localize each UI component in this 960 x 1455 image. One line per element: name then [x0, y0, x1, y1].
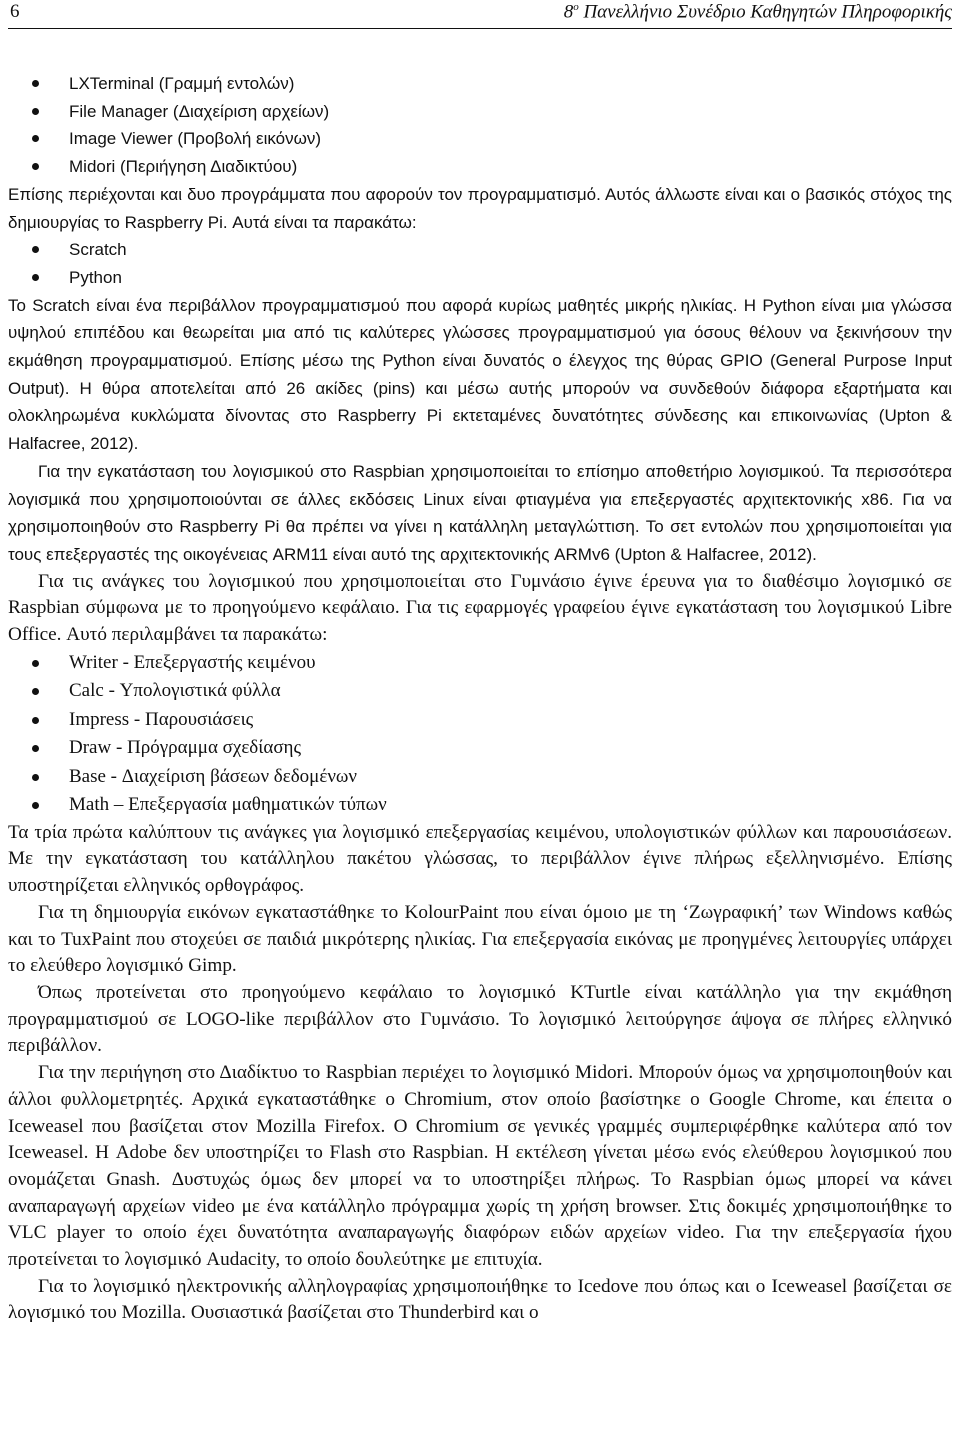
list-item: File Manager (Διαχείριση αρχείων) — [8, 98, 952, 126]
paragraph-browsers: Για την περιήγηση στο Διαδίκτυο το Raspbian περιέχει το λογισμικό Midori. Μπορούν όμως να χρησιμοποιηθούν και άλλοι φυλλομετρητές. Αρχικά εγκαταστάθηκε ο Chromium, στον οποίο βασίστηκε ο Google Chrome, και έπειτα ο Iceweasel που βασίζεται στον Mozilla Firefox. Ο Chromium σε γενικές γραμμές συμπεριφέρθηκε καλύτερα από τον Iceweasel. Η Adobe δεν υποστηρίζει το Flash στο Raspbian. Η εκτέλεση γίνεται μέσω ενός ελεύθερου λογισμικού που ονομάζεται Gnash. Δυστυχώς όμως δεν μπορεί να το υποστηρίξει πλήρως. Το Raspbian όμως μπορεί να κάνει αναπαραγωγή αρχείων video με ένα κατάλληλο πρόγραμμα χωρίς τη χρήση browser. Στις δοκιμές χρησιμοποιήθηκε το VLC player το οποίο έχει δυνατότητα αναπαραγωγής διαφόρων ειδών αρχείων video. Για την επεξεργασία ήχου προτείνεται το λογισμικό Audacity, το οποίο δουλεύτηκε με επιτυχία. — [8, 1062, 952, 1271]
list-item: Calc - Υπολογιστικά φύλλα — [8, 677, 952, 706]
programming-tool-list — [8, 236, 952, 291]
running-header — [564, 1, 952, 23]
list-item: Math – Επεξεργασία μαθηματικών τύπων — [8, 791, 952, 820]
libreoffice-app-list — [8, 649, 952, 820]
page-body — [8, 70, 952, 1327]
list-item: Image Viewer (Προβολή εικόνων) — [8, 125, 952, 153]
paragraph-graphics: Για τη δημιουργία εικόνων εγκαταστάθηκε το KolourPaint που είναι όμοιο με τη ‘Ζωγραφική’ των Windows καθώς και το TuxPaint που στοχεύει σε παιδιά μικρότερης ηλικίας. Για επεξεργασία εικόνας με προηγμένες λειτουργίες υπάρχει το ελεύθερο λογισμικό Gimp. — [8, 901, 952, 977]
page-header — [8, 0, 952, 24]
conference-ordinal: 8 — [563, 1, 574, 23]
page-number: 6 — [10, 1, 20, 22]
list-item: LXTerminal (Γραμμή εντολών) — [8, 70, 952, 98]
list-item: Midori (Περιήγηση Διαδικτύου) — [8, 153, 952, 181]
paragraph-office-summary: Τα τρία πρώτα καλύπτουν τις ανάγκες για λογισμικό επεξεργασίας κειμένου, υπολογιστικών φύλλων και παρουσιάσεων. Με την εγκατάσταση του κατάλληλου πακέτου γλώσσας, το περιβάλλον έγινε πλήρως εξελληνισμένο. Επίσης υποστηρίζεται ελληνικός ορθογράφος. — [8, 821, 952, 897]
paragraph-programming-intro: Επίσης περιέχονται και δυο προγράμματα που αφορούν τον προγραμματισμό. Αυτός άλλωστε είναι και ο βασικός στόχος της δημιουργίας το Raspberry Pi. Αυτά είναι τα παρακάτω: — [8, 184, 952, 232]
lxde-app-list — [8, 70, 952, 181]
serif-section — [8, 569, 952, 1327]
list-item: Scratch — [8, 236, 952, 264]
list-item: Python — [8, 264, 952, 292]
header-rule — [8, 28, 952, 29]
list-item: Impress - Παρουσιάσεις — [8, 706, 952, 735]
list-item: Writer - Επεξεργαστής κειμένου — [8, 649, 952, 678]
conference-title: Πανελλήνιο Συνέδριο Καθηγητών Πληροφορικής — [583, 1, 952, 23]
list-item: Base - Διαχείριση βάσεων δεδομένων — [8, 763, 952, 792]
paragraph-email: Για το λογισμικό ηλεκτρονικής αλληλογραφίας χρησιμοποιήθηκε το Icedove που όπως και ο Iceweasel βασίζεται σε λογισμικό του Mozilla. Ουσιαστικά βασίζεται στο Thunderbird και ο — [8, 1275, 952, 1324]
paragraph-install-software: Για την εγκατάσταση του λογισμικού στο Raspbian χρησιμοποιείται το επίσημο αποθετήριο λογισμικού. Τα περισσότερα λογισμικά που χρησιμοποιούνται σε άλλες εκδόσεις Linux είναι φτιαγμένα για επεξεργαστές αρχιτεκτονικής x86. Για να χρησιμοποιηθούν στο Raspberry Pi θα πρέπει να γίνει η κατάλληλη μεταγλώττιση. Το σετ εντολών που χρησιμοποιείται για τους επεξεργαστές της οικογένειας ARM11 είναι αυτό της αρχιτεκτονικής ARMv6 (Upton & Halfacree, 2012). — [8, 461, 952, 564]
paragraph-kturtle: Όπως προτείνεται στο προηγούμενο κεφάλαιο το λογισμικό KTurtle είναι κατάλληλο για την εκμάθηση προγραμματισμού σε LOGO-like περιβάλλον στο Γυμνάσιο. Το λογισμικό λειτούργησε άψογα σε πλήρες ελληνικό περιβάλλον. — [8, 981, 952, 1057]
paragraph-scratch-python: Το Scratch είναι ένα περιβάλλον προγραμματισμού που αφορά κυρίως μαθητές μικρής ηλικίας. Η Python είναι μια γλώσσα υψηλού επιπέδου και θεωρείται μια από τις καλύτερες γλώσσες προγραμματισμού για όσους θέλουν να ξεκινήσουν την εκμάθηση προγραμματισμού. Επίσης μέσω της Python είναι δυνατός ο έλεγχος της θύρας GPIO (General Purpose Input Output). Η θύρα αποτελείται από 26 ακίδες (pins) και μέσω αυτής μπορούν να συνδεθούν διάφορα εξαρτήματα και ολοκληρωμένα κυκλώματα δίνοντας στο Raspberry Pi εκτεταμένες δυνατότητες σύνδεσης και επικοινωνίας (Upton & Halfacree, 2012). — [8, 295, 952, 454]
list-item: Draw - Πρόγραμμα σχεδίασης — [8, 734, 952, 763]
paragraph-school-software: Για τις ανάγκες του λογισμικού που χρησιμοποιείται στο Γυμνάσιο έγινε έρευνα για το διαθέσιμο λογισμικό σε Raspbian σύμφωνα με το προηγούμενο κεφάλαιο. Για τις εφαρμογές γραφείου έγινε εγκατάσταση του λογισμικού Libre Office. Αυτό περιλαμβάνει τα παρακάτω: — [8, 570, 952, 646]
ordinal-suffix: ο — [573, 1, 579, 13]
